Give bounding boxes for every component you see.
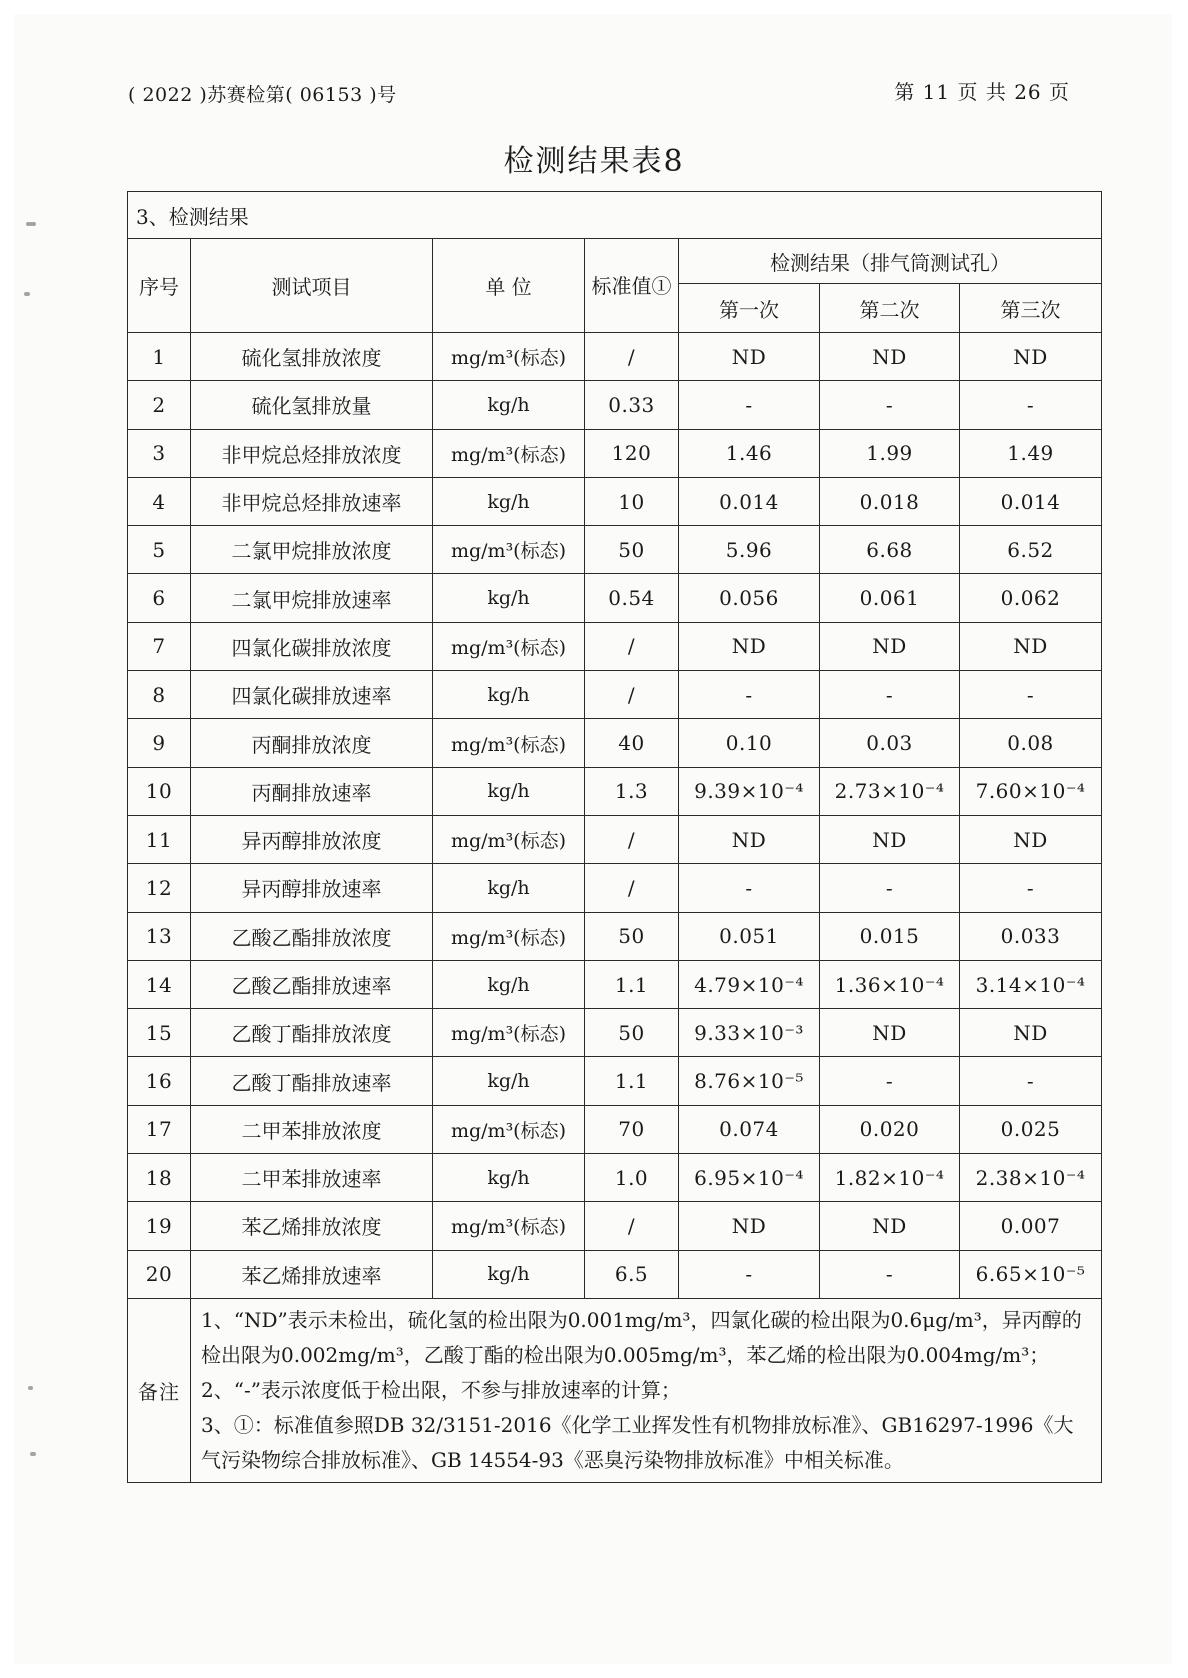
cell-standard: /: [585, 671, 679, 719]
cell-result-2: ND: [820, 1009, 960, 1057]
cell-result-2: -: [820, 864, 960, 912]
cell-standard: /: [585, 864, 679, 912]
cell-result-3: 2.38×10⁻⁴: [960, 1154, 1102, 1202]
page-title: 检测结果表8: [503, 144, 685, 179]
cell-item: 硫化氢排放量: [191, 381, 433, 429]
cell-no: 14: [128, 960, 191, 1008]
table-row: [128, 1250, 1102, 1298]
cell-no: 8: [128, 671, 191, 719]
cell-result-3: 7.60×10⁻⁴: [960, 767, 1102, 815]
cell-standard: 40: [585, 719, 679, 767]
cell-item: 丙酮排放浓度: [191, 719, 433, 767]
cell-standard: 1.3: [585, 767, 679, 815]
table-row: [128, 719, 1102, 767]
cell-unit: mg/m³(标态): [433, 1105, 585, 1153]
column-header-unit: 单 位: [433, 239, 585, 333]
cell-standard: 50: [585, 1009, 679, 1057]
cell-unit: kg/h: [433, 477, 585, 525]
cell-result-2: 6.68: [820, 526, 960, 574]
cell-no: 9: [128, 719, 191, 767]
scan-mark: [30, 1452, 36, 1456]
table-row: [128, 864, 1102, 912]
cell-result-3: 0.033: [960, 912, 1102, 960]
cell-standard: 1.1: [585, 960, 679, 1008]
cell-unit: mg/m³(标态): [433, 719, 585, 767]
cell-no: 5: [128, 526, 191, 574]
cell-result-1: 0.056: [679, 574, 820, 622]
cell-unit: mg/m³(标态): [433, 622, 585, 670]
cell-result-2: 0.061: [820, 574, 960, 622]
cell-result-3: -: [960, 864, 1102, 912]
table-row: [128, 574, 1102, 622]
cell-result-3: -: [960, 671, 1102, 719]
cell-result-2: 0.020: [820, 1105, 960, 1153]
table-row: [128, 767, 1102, 815]
cell-unit: kg/h: [433, 574, 585, 622]
cell-result-1: -: [679, 671, 820, 719]
remarks-label: 备注: [128, 1298, 191, 1482]
table-row: [128, 671, 1102, 719]
cell-result-3: 0.014: [960, 477, 1102, 525]
column-header-item: 测试项目: [191, 239, 433, 333]
cell-result-1: ND: [679, 1202, 820, 1250]
table-row: [128, 1154, 1102, 1202]
cell-standard: /: [585, 622, 679, 670]
cell-item: 苯乙烯排放浓度: [191, 1202, 433, 1250]
table-row: [128, 622, 1102, 670]
cell-item: 二甲苯排放浓度: [191, 1105, 433, 1153]
column-header-seq: 序号: [128, 239, 191, 333]
cell-result-3: 6.52: [960, 526, 1102, 574]
cell-item: 乙酸丁酯排放速率: [191, 1057, 433, 1105]
table-row: [128, 815, 1102, 863]
cell-item: 非甲烷总烃排放速率: [191, 477, 433, 525]
cell-result-1: -: [679, 381, 820, 429]
cell-item: 二氯甲烷排放速率: [191, 574, 433, 622]
cell-result-2: 0.015: [820, 912, 960, 960]
column-header-results-group: 检测结果（排气筒测试孔）: [679, 239, 1102, 284]
cell-result-1: 9.33×10⁻³: [679, 1009, 820, 1057]
table-row: [128, 960, 1102, 1008]
cell-no: 12: [128, 864, 191, 912]
cell-unit: mg/m³(标态): [433, 526, 585, 574]
cell-result-3: 0.08: [960, 719, 1102, 767]
cell-result-3: 1.49: [960, 429, 1102, 477]
cell-result-3: 0.007: [960, 1202, 1102, 1250]
cell-unit: kg/h: [433, 1154, 585, 1202]
cell-item: 二甲苯排放速率: [191, 1154, 433, 1202]
cell-result-1: 8.76×10⁻⁵: [679, 1057, 820, 1105]
cell-result-2: -: [820, 381, 960, 429]
remark-2: 2、“-”表示浓度低于检出限，不参与排放速率的计算；: [201, 1377, 681, 1402]
cell-standard: 1.1: [585, 1057, 679, 1105]
cell-standard: 10: [585, 477, 679, 525]
cell-unit: kg/h: [433, 1057, 585, 1105]
cell-result-1: 0.074: [679, 1105, 820, 1153]
cell-no: 3: [128, 429, 191, 477]
table-row: [128, 381, 1102, 429]
cell-no: 6: [128, 574, 191, 622]
cell-result-1: ND: [679, 622, 820, 670]
cell-no: 2: [128, 381, 191, 429]
cell-result-3: ND: [960, 815, 1102, 863]
cell-item: 硫化氢排放浓度: [191, 333, 433, 381]
cell-result-2: -: [820, 671, 960, 719]
column-header-second: 第二次: [820, 284, 960, 333]
table-row: [128, 1202, 1102, 1250]
cell-result-1: -: [679, 864, 820, 912]
cell-standard: 120: [585, 429, 679, 477]
cell-result-3: -: [960, 1057, 1102, 1105]
cell-item: 二氯甲烷排放浓度: [191, 526, 433, 574]
cell-result-1: 9.39×10⁻⁴: [679, 767, 820, 815]
cell-item: 非甲烷总烃排放浓度: [191, 429, 433, 477]
remark-1: 1、“ND”表示未检出，硫化氢的检出限为0.001mg/m³，四氯化碳的检出限为0.6μg/m³，异丙醇的检出限为0.002mg/m³，乙酸丁酯的检出限为0.005mg/m³，苯乙烯的检出限为0.004mg/m³；: [201, 1307, 1082, 1367]
cell-item: 乙酸乙酯排放速率: [191, 960, 433, 1008]
report-number: ( 2022 )苏赛检第( 06153 )号: [128, 84, 397, 106]
cell-result-3: -: [960, 381, 1102, 429]
column-header-standard-text: 标准值①: [591, 273, 672, 298]
remarks-row: [128, 1298, 1102, 1482]
cell-result-1: 0.014: [679, 477, 820, 525]
cell-item: 异丙醇排放浓度: [191, 815, 433, 863]
scan-mark: [26, 222, 36, 226]
table-body: [128, 333, 1102, 1299]
cell-no: 1: [128, 333, 191, 381]
cell-no: 7: [128, 622, 191, 670]
cell-result-1: ND: [679, 333, 820, 381]
cell-result-3: ND: [960, 622, 1102, 670]
cell-item: 异丙醇排放速率: [191, 864, 433, 912]
cell-result-3: 3.14×10⁻⁴: [960, 960, 1102, 1008]
scan-mark: [24, 292, 30, 296]
table-row: [128, 1009, 1102, 1057]
column-header-third: 第三次: [960, 284, 1102, 333]
section-row: [128, 192, 1102, 239]
cell-result-3: ND: [960, 333, 1102, 381]
cell-standard: 50: [585, 912, 679, 960]
table-row: [128, 526, 1102, 574]
cell-item: 乙酸丁酯排放浓度: [191, 1009, 433, 1057]
results-table: [127, 191, 1102, 1483]
remarks-cell: [191, 1298, 1102, 1482]
cell-no: 16: [128, 1057, 191, 1105]
cell-result-3: 0.062: [960, 574, 1102, 622]
cell-result-1: 6.95×10⁻⁴: [679, 1154, 820, 1202]
cell-unit: kg/h: [433, 671, 585, 719]
cell-unit: kg/h: [433, 767, 585, 815]
cell-item: 丙酮排放速率: [191, 767, 433, 815]
cell-no: 4: [128, 477, 191, 525]
cell-result-1: 0.051: [679, 912, 820, 960]
cell-no: 11: [128, 815, 191, 863]
cell-result-2: 1.82×10⁻⁴: [820, 1154, 960, 1202]
section-label: 3、检测结果: [128, 192, 1102, 239]
table-row: [128, 429, 1102, 477]
cell-result-3: 6.65×10⁻⁵: [960, 1250, 1102, 1298]
cell-unit: kg/h: [433, 1250, 585, 1298]
cell-result-2: 1.36×10⁻⁴: [820, 960, 960, 1008]
cell-item: 四氯化碳排放浓度: [191, 622, 433, 670]
cell-result-1: 5.96: [679, 526, 820, 574]
cell-result-2: 2.73×10⁻⁴: [820, 767, 960, 815]
cell-no: 13: [128, 912, 191, 960]
cell-unit: kg/h: [433, 864, 585, 912]
cell-result-2: ND: [820, 1202, 960, 1250]
cell-no: 15: [128, 1009, 191, 1057]
column-header-standard: [585, 239, 679, 333]
cell-unit: mg/m³(标态): [433, 333, 585, 381]
scan-mark: [28, 1386, 33, 1390]
cell-result-2: ND: [820, 815, 960, 863]
cell-standard: /: [585, 815, 679, 863]
cell-standard: 6.5: [585, 1250, 679, 1298]
cell-standard: /: [585, 333, 679, 381]
cell-result-3: ND: [960, 1009, 1102, 1057]
cell-result-2: 0.018: [820, 477, 960, 525]
cell-no: 17: [128, 1105, 191, 1153]
table-row: [128, 1105, 1102, 1153]
cell-standard: /: [585, 1202, 679, 1250]
cell-no: 10: [128, 767, 191, 815]
table-row: [128, 477, 1102, 525]
column-header-first: 第一次: [679, 284, 820, 333]
cell-standard: 50: [585, 526, 679, 574]
cell-standard: 70: [585, 1105, 679, 1153]
cell-result-2: -: [820, 1250, 960, 1298]
cell-no: 18: [128, 1154, 191, 1202]
cell-result-1: 4.79×10⁻⁴: [679, 960, 820, 1008]
cell-result-2: ND: [820, 333, 960, 381]
cell-result-2: 0.03: [820, 719, 960, 767]
cell-item: 苯乙烯排放速率: [191, 1250, 433, 1298]
table-row: [128, 912, 1102, 960]
cell-unit: kg/h: [433, 960, 585, 1008]
cell-result-1: -: [679, 1250, 820, 1298]
cell-result-1: 1.46: [679, 429, 820, 477]
cell-result-3: 0.025: [960, 1105, 1102, 1153]
cell-unit: mg/m³(标态): [433, 912, 585, 960]
cell-result-2: -: [820, 1057, 960, 1105]
page-info: 第 11 页 共 26 页: [894, 80, 1070, 104]
cell-unit: mg/m³(标态): [433, 1009, 585, 1057]
cell-result-1: ND: [679, 815, 820, 863]
cell-item: 四氯化碳排放速率: [191, 671, 433, 719]
cell-unit: mg/m³(标态): [433, 815, 585, 863]
table-row: [128, 1057, 1102, 1105]
cell-no: 20: [128, 1250, 191, 1298]
cell-result-1: 0.10: [679, 719, 820, 767]
cell-result-2: 1.99: [820, 429, 960, 477]
cell-unit: mg/m³(标态): [433, 1202, 585, 1250]
table-row: [128, 333, 1102, 381]
cell-item: 乙酸乙酯排放浓度: [191, 912, 433, 960]
cell-no: 19: [128, 1202, 191, 1250]
header-row: [128, 239, 1102, 284]
cell-standard: 0.33: [585, 381, 679, 429]
cell-standard: 1.0: [585, 1154, 679, 1202]
remark-3: 3、①：标准值参照DB 32/3151-2016《化学工业挥发性有机物排放标准》、GB16297-1996《大气污染物综合排放标准》、GB 14554-93《恶臭污染物排放标准》中相关标准。: [201, 1412, 1074, 1472]
cell-unit: kg/h: [433, 381, 585, 429]
cell-result-2: ND: [820, 622, 960, 670]
cell-standard: 0.54: [585, 574, 679, 622]
cell-unit: mg/m³(标态): [433, 429, 585, 477]
